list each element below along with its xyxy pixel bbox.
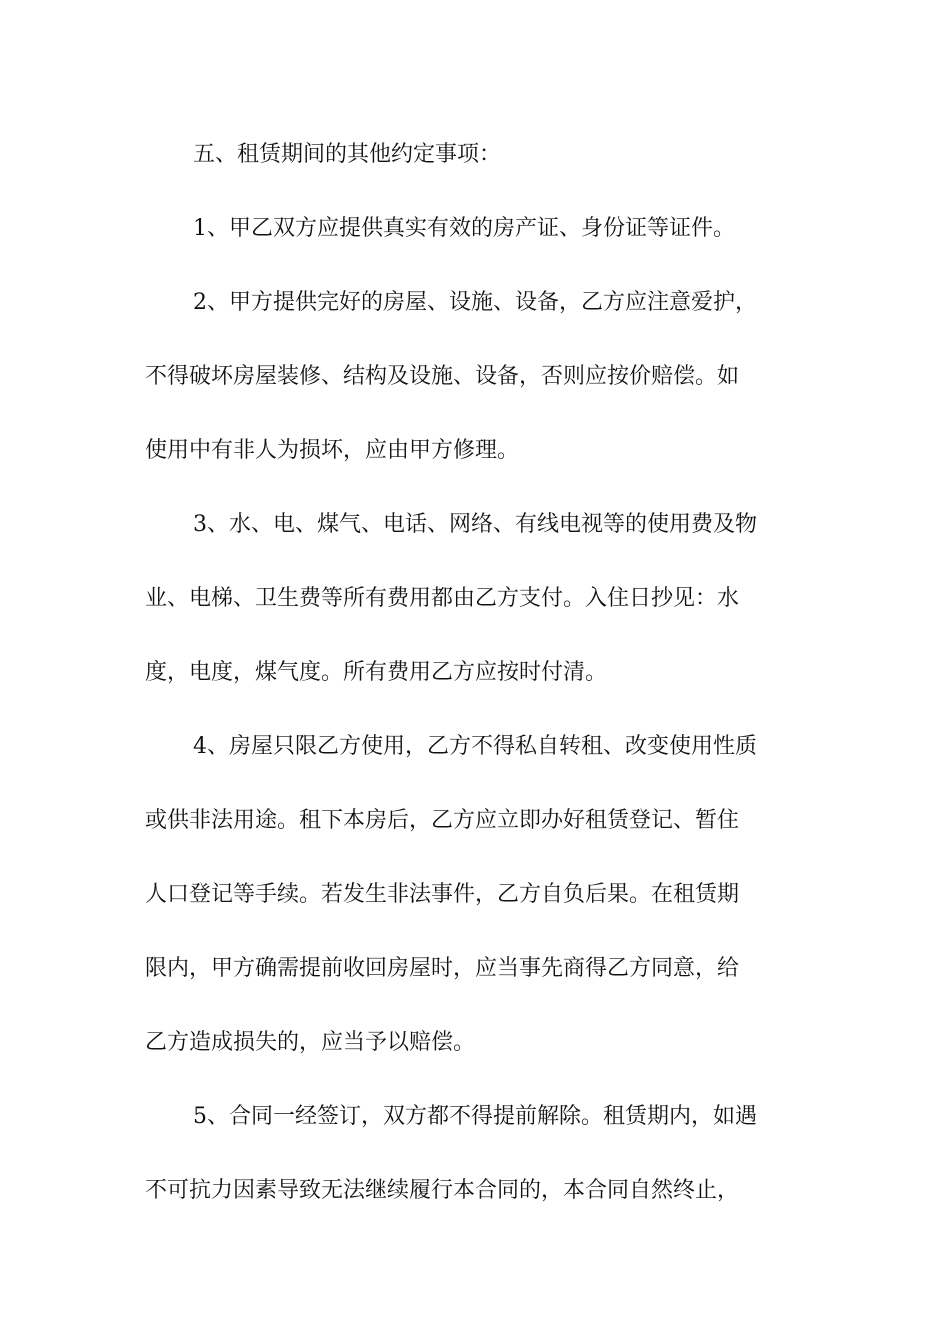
clause-4-line-5: 乙方造成损失的，应当予以赔偿。 [145, 1030, 476, 1055]
clause-3-line-2: 业、电梯、卫生费等所有费用都由乙方支付。入住日抄见：水 [145, 586, 740, 611]
clause-5-line-1: 5、合同一经签订，双方都不得提前解除。租赁期内，如遇 [193, 1104, 757, 1129]
clause-4-line-3: 人口登记等手续。若发生非法事件，乙方自负后果。在租赁期 [145, 882, 740, 907]
clause-2-line-3: 使用中有非人为损坏，应由甲方修理。 [145, 438, 520, 463]
clause-1-line-1: 1、甲乙双方应提供真实有效的房产证、身份证等证件。 [193, 216, 735, 241]
clause-4-line-2: 或供非法用途。租下本房后，乙方应立即办好租赁登记、暂住 [145, 808, 740, 833]
clause-3-line-1: 3、水、电、煤气、电话、网络、有线电视等的使用费及物 [193, 512, 757, 537]
clause-3-line-3: 度，电度，煤气度。所有费用乙方应按时付清。 [145, 660, 608, 685]
section-heading: 五、租赁期间的其他约定事项： [193, 142, 502, 167]
clause-2-line-1: 2、甲方提供完好的房屋、设施、设备，乙方应注意爱护， [193, 290, 757, 315]
clause-2-line-2: 不得破坏房屋装修、结构及设施、设备，否则应按价赔偿。如 [145, 364, 740, 389]
document-body [145, 118, 810, 1228]
clause-4-line-1: 4、房屋只限乙方使用，乙方不得私自转租、改变使用性质 [193, 734, 757, 759]
clause-5-line-2: 不可抗力因素导致无法继续履行本合同的，本合同自然终止， [145, 1178, 740, 1203]
clause-4-line-4: 限内，甲方确需提前收回房屋时，应当事先商得乙方同意，给 [145, 956, 740, 981]
